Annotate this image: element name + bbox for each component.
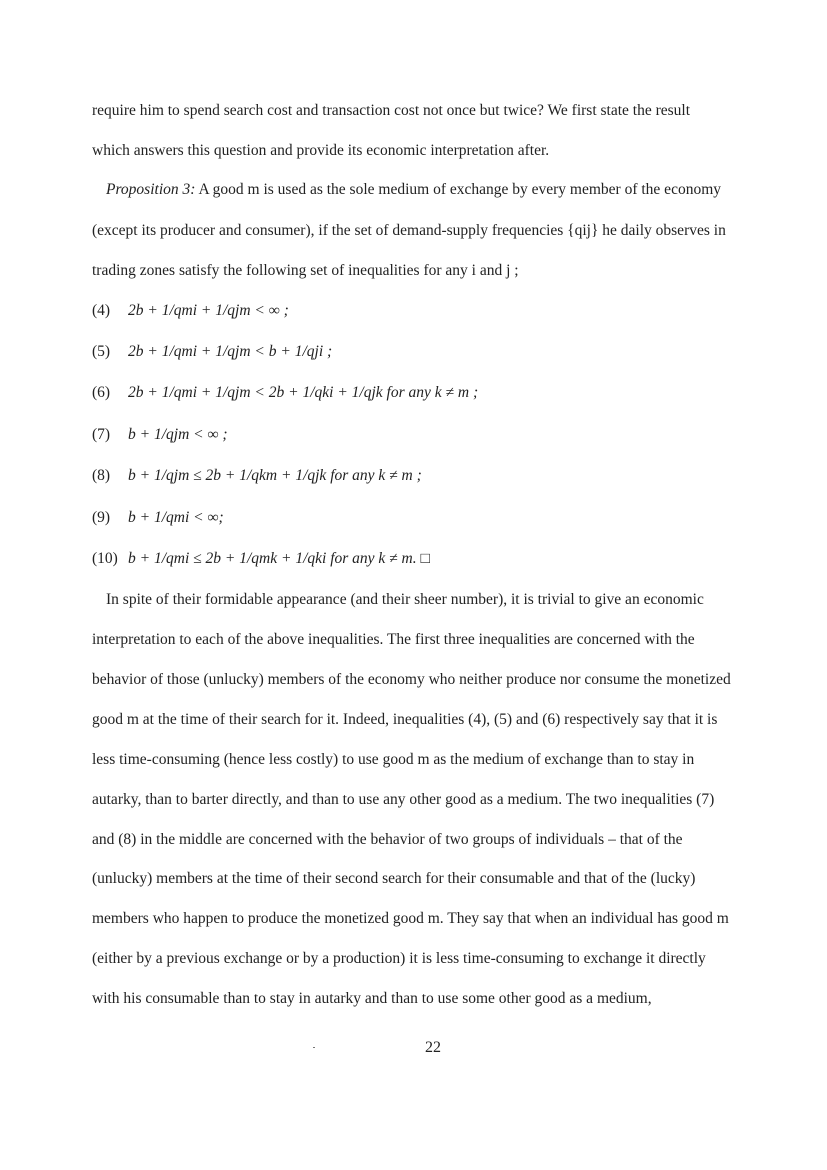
equation-number: (7)	[92, 426, 111, 443]
inequality-10	[92, 549, 430, 569]
paragraph-line: which answers this question and provide its economic interpretation after.	[92, 142, 550, 159]
paragraph-line: members who happen to produce the monetized good m. They say that when an individual has good m	[92, 910, 729, 927]
proposition-line: trading zones satisfy the following set of inequalities for any i and j ;	[92, 262, 519, 279]
equation-expression: 2b + 1/qmi + 1/qjm < ∞ ;	[128, 302, 289, 319]
inequality-8	[92, 466, 422, 486]
equation-number: (10)	[92, 550, 118, 567]
equation-number: (8)	[92, 467, 111, 484]
inequality-9	[92, 508, 224, 528]
paragraph-line: with his consumable than to stay in autarky and than to use some other good as a medium,	[92, 990, 652, 1007]
paragraph-line: (unlucky) members at the time of their second search for their consumable and that of the (lucky)	[92, 870, 696, 887]
equation-number: (9)	[92, 509, 111, 526]
equation-expression: 2b + 1/qmi + 1/qjm < 2b + 1/qki + 1/qjk for any k ≠ m ;	[128, 384, 479, 401]
paragraph-line: (either by a previous exchange or by a production) it is less time-consuming to exchange it directly	[92, 950, 706, 967]
equation-expression: b + 1/qjm ≤ 2b + 1/qkm + 1/qjk for any k ≠ m ;	[128, 467, 422, 484]
inequality-4	[92, 301, 289, 321]
paragraph-line: interpretation to each of the above inequalities. The first three inequalities are concerned with the	[92, 631, 695, 648]
paragraph-line: In spite of their formidable appearance (and their sheer number), it is trivial to give an economic	[106, 591, 704, 608]
equation-expression: b + 1/qjm < ∞ ;	[128, 426, 228, 443]
equation-expression: 2b + 1/qmi + 1/qjm < b + 1/qji ;	[128, 343, 333, 360]
paragraph-line: autarky, than to barter directly, and than to use any other good as a medium. The two inequalities (7)	[92, 791, 715, 808]
equation-expression: b + 1/qmi ≤ 2b + 1/qmk + 1/qki for any k ≠ m. □	[128, 550, 430, 567]
proposition-label: Proposition 3:	[106, 181, 196, 198]
paragraph-line: good m at the time of their search for it. Indeed, inequalities (4), (5) and (6) respectively say that it is	[92, 711, 718, 728]
paragraph-line: behavior of those (unlucky) members of the economy who neither produce nor consume the monetized	[92, 671, 731, 688]
inequality-6	[92, 383, 478, 403]
scan-speck	[313, 1047, 315, 1048]
inequality-7	[92, 425, 228, 445]
equation-number: (6)	[92, 384, 111, 401]
proposition-line	[106, 180, 721, 200]
equation-number: (4)	[92, 302, 111, 319]
proposition-line: (except its producer and consumer), if the set of demand-supply frequencies {qij} he daily observes in	[92, 222, 726, 239]
proposition-text: A good m is used as the sole medium of exchange by every member of the economy	[195, 181, 721, 198]
paragraph-line: less time-consuming (hence less costly) to use good m as the medium of exchange than to stay in	[92, 751, 695, 768]
equation-expression: b + 1/qmi < ∞;	[128, 509, 224, 526]
paragraph-line: require him to spend search cost and transaction cost not once but twice? We first state the result	[92, 102, 691, 119]
inequality-5	[92, 342, 332, 362]
page-number: 22	[425, 1039, 441, 1056]
paragraph-line: and (8) in the middle are concerned with the behavior of two groups of individuals – that of the	[92, 831, 683, 848]
equation-number: (5)	[92, 343, 111, 360]
